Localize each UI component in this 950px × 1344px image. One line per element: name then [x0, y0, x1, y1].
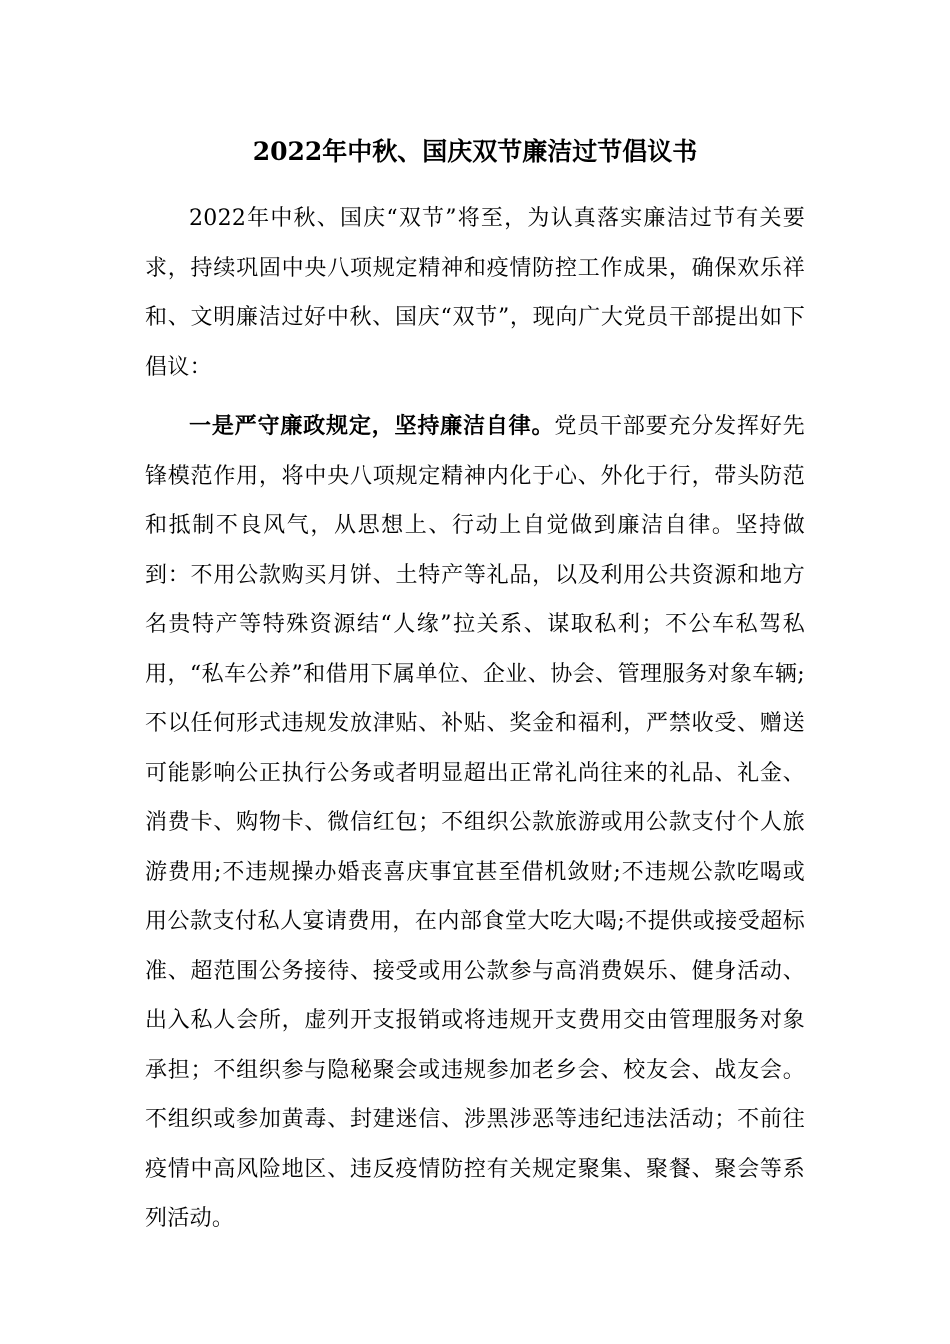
- document-title: 2022年中秋、国庆双节廉洁过节倡议书: [252, 137, 698, 166]
- section-body-text: 党员干部要充分发挥好先锋模范作用，将中央八项规定精神内化于心、外化于行，带头防范和抵制不良风气，从思想上、行动上自觉做到廉洁自律。坚持做到：不用公款购买月饼、土特产等礼品，以及利用公共资源和地方名贵特产等特殊资源结“人缘”拉关系、谋取私利；不公车私驾私用，“私车公养”和借用下属单位、企业、协会、管理服务对象车辆;不以任何形式违规发放津贴、补贴、奖金和福利，严禁收受、赠送可能影响公正执行公务或者明显超出正常礼尚往来的礼品、礼金、消费卡、购物卡、微信红包；不组织公款旅游或用公款支付个人旅游费用;不违规操办婚丧喜庆事宜甚至借机敛财;不违规公款吃喝或用公款支付私人宴请费用，在内部食堂大吃大喝;不提供或接受超标准、超范围公务接待、接受或用公款参与高消费娱乐、健身活动、出入私人会所，虚列开支报销或将违规开支费用交由管理服务对象承担；不组织参与隐秘聚会或违规参加老乡会、校友会、战友会。不组织或参加黄毒、封建迷信、涉黑涉恶等违纪违法活动；不前往疫情中高风险地区、违反疫情防控有关规定聚集、聚餐、聚会等系列活动。: [145, 414, 805, 1231]
- section-paragraph: [145, 402, 805, 1244]
- intro-paragraph: 2022年中秋、国庆“双节”将至，为认真落实廉洁过节有关要求，持续巩固中央八项规定精神和疫情防控工作成果，确保欢乐祥和、文明廉洁过好中秋、国庆“双节”，现向广大党员干部提出如下倡议：: [145, 206, 805, 380]
- section-lead-text: 一是严守廉政规定，坚持廉洁自律。: [189, 413, 555, 439]
